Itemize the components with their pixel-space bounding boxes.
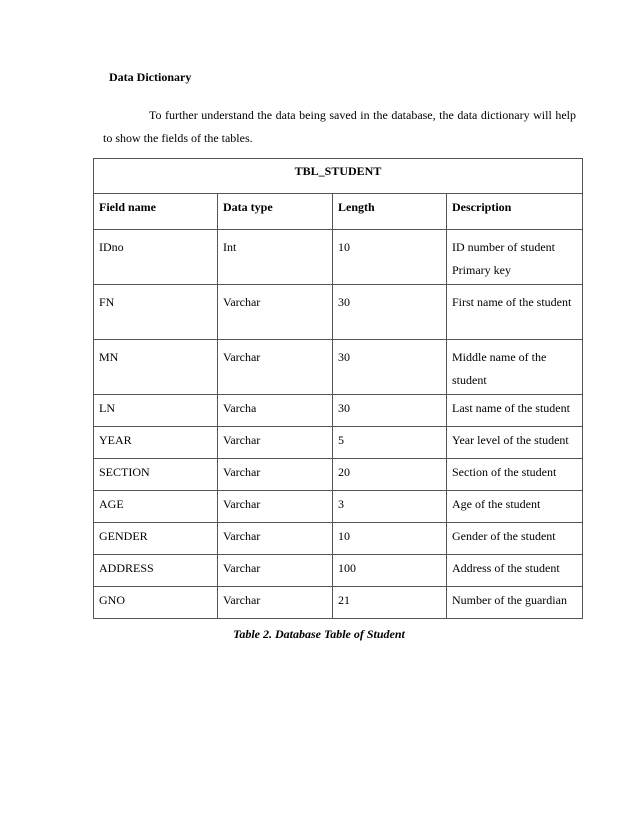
cell-description: Gender of the student [447,523,583,555]
cell-description: Number of the guardian [447,587,583,619]
cell-data-type: Varchar [218,491,333,523]
cell-data-type: Varchar [218,285,333,340]
column-header-description: Description [447,194,583,230]
table-row [94,285,583,340]
cell-field-name: LN [94,395,218,427]
cell-data-type: Varchar [218,587,333,619]
table-title: TBL_STUDENT [94,159,583,194]
cell-description: First name of the student [447,285,583,340]
cell-description: ID number of student Primary key [447,230,583,285]
table-row [94,427,583,459]
table-row [94,555,583,587]
cell-field-name: AGE [94,491,218,523]
cell-length: 10 [333,230,447,285]
cell-field-name: SECTION [94,459,218,491]
cell-length: 30 [333,340,447,395]
cell-field-name: IDno [94,230,218,285]
cell-description: Address of the student [447,555,583,587]
table-header-row [94,194,583,230]
cell-field-name: ADDRESS [94,555,218,587]
cell-length: 3 [333,491,447,523]
cell-field-name: FN [94,285,218,340]
section-heading: Data Dictionary [109,70,192,84]
cell-description: Section of the student [447,459,583,491]
table-row [94,340,583,395]
cell-length: 10 [333,523,447,555]
table-caption: Table 2. Database Table of Student [233,627,405,641]
cell-field-name: MN [94,340,218,395]
cell-length: 21 [333,587,447,619]
table-row [94,523,583,555]
column-header-data-type: Data type [218,194,333,230]
cell-data-type: Int [218,230,333,285]
cell-data-type: Varchar [218,427,333,459]
cell-length: 30 [333,285,447,340]
cell-field-name: GNO [94,587,218,619]
cell-description: Middle name of the student [447,340,583,395]
data-dictionary-table [93,158,583,619]
cell-description: Age of the student [447,491,583,523]
intro-paragraph: To further understand the data being saved in the database, the data dictionary will help to show the fields of the tables. [103,108,576,145]
table-row [94,587,583,619]
cell-length: 20 [333,459,447,491]
cell-data-type: Varcha [218,395,333,427]
cell-description: Last name of the student [447,395,583,427]
cell-field-name: YEAR [94,427,218,459]
cell-description: Year level of the student [447,427,583,459]
cell-length: 5 [333,427,447,459]
column-header-field-name: Field name [94,194,218,230]
table-row [94,230,583,285]
cell-data-type: Varchar [218,340,333,395]
column-header-length: Length [333,194,447,230]
table-row [94,491,583,523]
cell-data-type: Varchar [218,555,333,587]
cell-length: 100 [333,555,447,587]
table-row [94,459,583,491]
cell-data-type: Varchar [218,523,333,555]
cell-field-name: GENDER [94,523,218,555]
table-row [94,395,583,427]
cell-data-type: Varchar [218,459,333,491]
cell-length: 30 [333,395,447,427]
